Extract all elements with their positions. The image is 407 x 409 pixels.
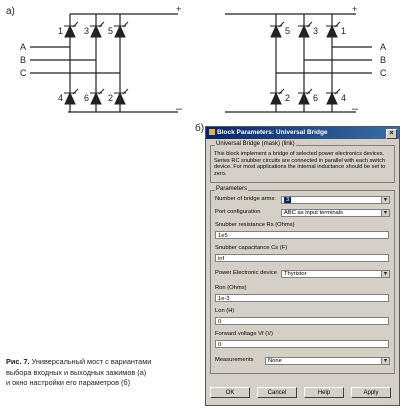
thyristor-r5	[271, 26, 281, 37]
port-config-value: ABC as input terminals	[284, 210, 343, 216]
cancel-button[interactable]: Cancel	[257, 387, 297, 398]
thyristor-r2	[271, 93, 281, 104]
bridge-schematics	[0, 0, 407, 128]
ok-button[interactable]: OK	[210, 387, 250, 398]
help-button[interactable]: Help	[304, 387, 344, 398]
thyristor-2	[115, 93, 125, 104]
right-num-4: 4	[341, 93, 347, 103]
label-b: б)	[195, 123, 205, 134]
left-num-4: 4	[58, 93, 64, 103]
right-plus: +	[352, 4, 358, 14]
chevron-down-icon[interactable]: ▼	[381, 210, 389, 216]
port-config-select[interactable]	[281, 209, 390, 217]
ron-field[interactable]: 1e-3	[215, 294, 389, 302]
left-minus: –	[176, 103, 183, 115]
snubber-r-field[interactable]: 1e5	[215, 231, 389, 239]
thyristor-r3	[299, 26, 309, 37]
group-title-bridge: Universal Bridge (mask) (link)	[216, 141, 295, 147]
dialog-titlebar[interactable]	[206, 127, 399, 139]
ron-label: Ron (Ohms)	[215, 285, 247, 291]
measurements-value: None	[268, 358, 282, 364]
snubber-r-label: Snubber resistance Rs (Ohms)	[215, 222, 295, 228]
right-num-2: 2	[285, 93, 291, 103]
block-description: This block implement a bridge of selected power electronics devices. Series RC snubber circuits are connected in parallel with each switch device. For most applications the internal inductance should be set to zero.	[214, 151, 386, 177]
snubber-c-label: Snubber capacitance Cs (F)	[215, 245, 288, 251]
right-output-a: A	[380, 42, 387, 52]
app-icon	[209, 129, 215, 135]
left-num-2: 2	[108, 93, 114, 103]
vf-field[interactable]: 0	[215, 340, 389, 348]
thyristor-5	[115, 26, 125, 37]
caption-line-1: Универсальный мост с вариантами	[29, 357, 152, 366]
bridge-arms-select[interactable]	[281, 196, 390, 204]
right-minus: –	[352, 103, 359, 115]
close-icon[interactable]: ×	[386, 129, 397, 139]
left-input-a: A	[20, 42, 27, 52]
dialog-title: Block Parameters: Universal Bridge	[217, 129, 328, 136]
lon-label: Lon (H)	[215, 308, 235, 314]
label-a: а)	[6, 6, 15, 17]
thyristor-4	[65, 93, 75, 104]
right-num-5: 5	[285, 26, 291, 36]
right-num-3: 3	[313, 26, 319, 36]
thyristor-r4	[327, 93, 337, 104]
right-num-1: 1	[341, 26, 347, 36]
chevron-down-icon[interactable]: ▼	[381, 197, 389, 203]
lon-field[interactable]: 0	[215, 317, 389, 325]
bridge-arms-value: 3	[286, 197, 290, 203]
description-group	[210, 141, 395, 183]
left-num-3: 3	[84, 26, 90, 36]
device-value: Thyristor	[284, 271, 307, 277]
chevron-down-icon[interactable]: ▼	[381, 271, 389, 277]
figure-caption	[6, 357, 202, 389]
caption-line-3: и окно настройки его параметров (б)	[6, 378, 131, 387]
measurements-select[interactable]	[265, 357, 390, 365]
caption-line-2: выбора входных и выходных зажимов (а)	[6, 367, 147, 377]
left-plus: +	[176, 4, 182, 14]
group-title-parameters: Parameters	[216, 186, 248, 192]
bridge-diagram	[0, 0, 407, 128]
thyristor-r6	[299, 93, 309, 104]
left-input-b: B	[20, 55, 27, 65]
port-config-label: Port configuration	[215, 209, 261, 215]
parameters-group	[210, 186, 395, 374]
bridge-arms-label: Number of bridge arms:	[215, 196, 276, 202]
chevron-down-icon[interactable]: ▼	[381, 358, 389, 364]
thyristor-6	[91, 93, 101, 104]
snubber-c-field[interactable]: inf	[215, 254, 389, 262]
right-output-c: C	[380, 68, 387, 78]
apply-button[interactable]: Apply	[351, 387, 391, 398]
left-num-6: 6	[84, 93, 90, 103]
thyristor-1	[65, 26, 75, 37]
left-input-c: C	[20, 68, 27, 78]
left-num-1: 1	[58, 26, 64, 36]
device-select[interactable]	[281, 270, 390, 278]
device-label: Power Electronic device	[215, 270, 277, 276]
right-output-b: B	[380, 55, 387, 65]
vf-label: Forward voltage Vf (V)	[215, 331, 273, 337]
measurements-label: Measurements	[215, 357, 254, 363]
caption-figure-number: Рис. 7.	[6, 357, 30, 366]
thyristor-r1	[327, 26, 337, 37]
left-num-5: 5	[108, 26, 114, 36]
thyristor-3	[91, 26, 101, 37]
block-parameters-dialog	[205, 126, 400, 406]
right-num-6: 6	[313, 93, 319, 103]
